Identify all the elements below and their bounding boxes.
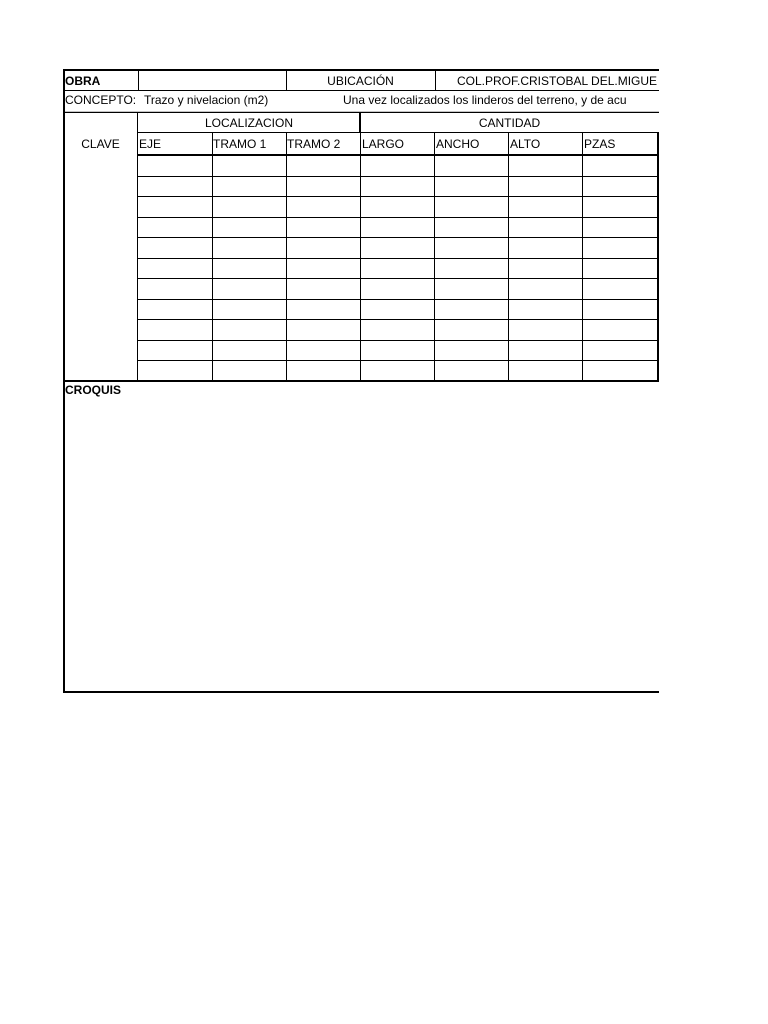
table-cell[interactable] xyxy=(138,176,212,197)
table-cell[interactable] xyxy=(212,278,286,299)
cantidad-group-header: CANTIDAD xyxy=(478,116,541,130)
croquis-label: CROQUIS xyxy=(65,383,122,397)
concepto-value[interactable]: Trazo y nivelacion (m2) xyxy=(144,92,269,107)
table-cell[interactable] xyxy=(360,319,434,340)
clave-header: CLAVE xyxy=(81,137,120,151)
divider xyxy=(138,69,139,90)
table-cell[interactable] xyxy=(286,196,360,217)
table-cell[interactable] xyxy=(508,340,582,361)
table-cell[interactable] xyxy=(360,196,434,217)
obra-label: OBRA xyxy=(65,73,101,88)
table-cell[interactable] xyxy=(212,299,286,320)
table-cell[interactable] xyxy=(434,319,508,340)
col-header-eje: EJE xyxy=(139,137,162,151)
table-cell[interactable] xyxy=(508,217,582,238)
border-right xyxy=(657,132,659,381)
divider xyxy=(63,112,659,113)
table-cell[interactable] xyxy=(286,299,360,320)
divider xyxy=(435,69,436,90)
table-cell[interactable] xyxy=(212,217,286,238)
table-cell[interactable] xyxy=(138,196,212,217)
table-cell[interactable] xyxy=(138,258,212,279)
table-cell[interactable] xyxy=(212,340,286,361)
table-cell[interactable] xyxy=(286,258,360,279)
table-cell[interactable] xyxy=(138,340,212,361)
table-cell[interactable] xyxy=(582,319,658,340)
table-cell[interactable] xyxy=(138,360,212,381)
table-cell[interactable] xyxy=(286,278,360,299)
table-cell[interactable] xyxy=(508,258,582,279)
table-cell[interactable] xyxy=(582,176,658,197)
table-cell[interactable] xyxy=(508,155,582,176)
col-header-ancho: ANCHO xyxy=(436,137,480,151)
table-cell[interactable] xyxy=(508,237,582,258)
table-cell[interactable] xyxy=(582,237,658,258)
table-cell[interactable] xyxy=(582,299,658,320)
ubicacion-value[interactable]: COL.PROF.CRISTOBAL DEL.MIGUE xyxy=(457,73,658,88)
table-cell[interactable] xyxy=(582,155,658,176)
table-cell[interactable] xyxy=(360,176,434,197)
table-cell[interactable] xyxy=(286,360,360,381)
table-cell[interactable] xyxy=(360,258,434,279)
table-cell[interactable] xyxy=(434,176,508,197)
table-cell[interactable] xyxy=(212,319,286,340)
col-header-pzas: PZAS xyxy=(584,137,616,151)
table-cell[interactable] xyxy=(582,258,658,279)
divider xyxy=(359,112,361,133)
table-cell[interactable] xyxy=(360,278,434,299)
divider xyxy=(63,380,659,382)
concepto-label: CONCEPTO: xyxy=(65,92,137,107)
table-cell[interactable] xyxy=(434,196,508,217)
table-cell[interactable] xyxy=(434,278,508,299)
col-header-largo: LARGO xyxy=(362,137,405,151)
col-header-tramo-1: TRAMO 1 xyxy=(213,137,267,151)
table-cell[interactable] xyxy=(286,176,360,197)
table-cell[interactable] xyxy=(508,176,582,197)
table-cell[interactable] xyxy=(212,360,286,381)
table-cell[interactable] xyxy=(434,258,508,279)
table-cell[interactable] xyxy=(138,155,212,176)
table-cell[interactable] xyxy=(138,299,212,320)
table-cell[interactable] xyxy=(286,237,360,258)
table-cell[interactable] xyxy=(138,217,212,238)
border-top xyxy=(63,69,659,71)
table-cell[interactable] xyxy=(212,196,286,217)
localizacion-group-header: LOCALIZACION xyxy=(204,116,294,130)
table-cell[interactable] xyxy=(212,237,286,258)
table-cell[interactable] xyxy=(434,217,508,238)
table-cell[interactable] xyxy=(582,278,658,299)
border-bottom xyxy=(63,691,659,693)
table-cell[interactable] xyxy=(582,217,658,238)
border-left xyxy=(63,69,65,693)
col-header-alto: ALTO xyxy=(510,137,541,151)
table-cell[interactable] xyxy=(138,237,212,258)
table-cell[interactable] xyxy=(286,217,360,238)
table-cell[interactable] xyxy=(212,155,286,176)
table-cell[interactable] xyxy=(286,155,360,176)
table-cell[interactable] xyxy=(508,299,582,320)
table-cell[interactable] xyxy=(508,196,582,217)
table-cell[interactable] xyxy=(212,258,286,279)
table-cell[interactable] xyxy=(360,360,434,381)
table-cell[interactable] xyxy=(360,155,434,176)
divider xyxy=(63,90,659,91)
table-cell[interactable] xyxy=(434,299,508,320)
divider xyxy=(137,112,138,381)
descripcion-text[interactable]: Una vez localizados los linderos del terreno, y de acu xyxy=(343,92,627,107)
table-cell[interactable] xyxy=(138,278,212,299)
obra-value[interactable] xyxy=(138,71,286,90)
table-cell[interactable] xyxy=(286,319,360,340)
table-cell[interactable] xyxy=(360,299,434,320)
col-header-tramo-2: TRAMO 2 xyxy=(287,137,341,151)
table-cell[interactable] xyxy=(508,319,582,340)
divider xyxy=(138,132,659,133)
croquis-area[interactable] xyxy=(63,382,659,692)
table-cell[interactable] xyxy=(138,319,212,340)
spreadsheet-form xyxy=(63,69,659,694)
table-cell[interactable] xyxy=(360,237,434,258)
table-cell[interactable] xyxy=(582,360,658,381)
table-cell[interactable] xyxy=(582,196,658,217)
table-cell[interactable] xyxy=(360,340,434,361)
table-cell[interactable] xyxy=(434,360,508,381)
table-cell[interactable] xyxy=(434,155,508,176)
divider xyxy=(138,154,659,156)
table-cell[interactable] xyxy=(434,340,508,361)
table-cell[interactable] xyxy=(360,217,434,238)
ubicacion-label: UBICACIÓN xyxy=(327,73,394,88)
table-cell[interactable] xyxy=(286,340,360,361)
table-cell[interactable] xyxy=(508,360,582,381)
table-cell[interactable] xyxy=(212,176,286,197)
table-cell[interactable] xyxy=(434,237,508,258)
table-cell[interactable] xyxy=(508,278,582,299)
table-cell[interactable] xyxy=(582,340,658,361)
divider xyxy=(286,69,287,90)
